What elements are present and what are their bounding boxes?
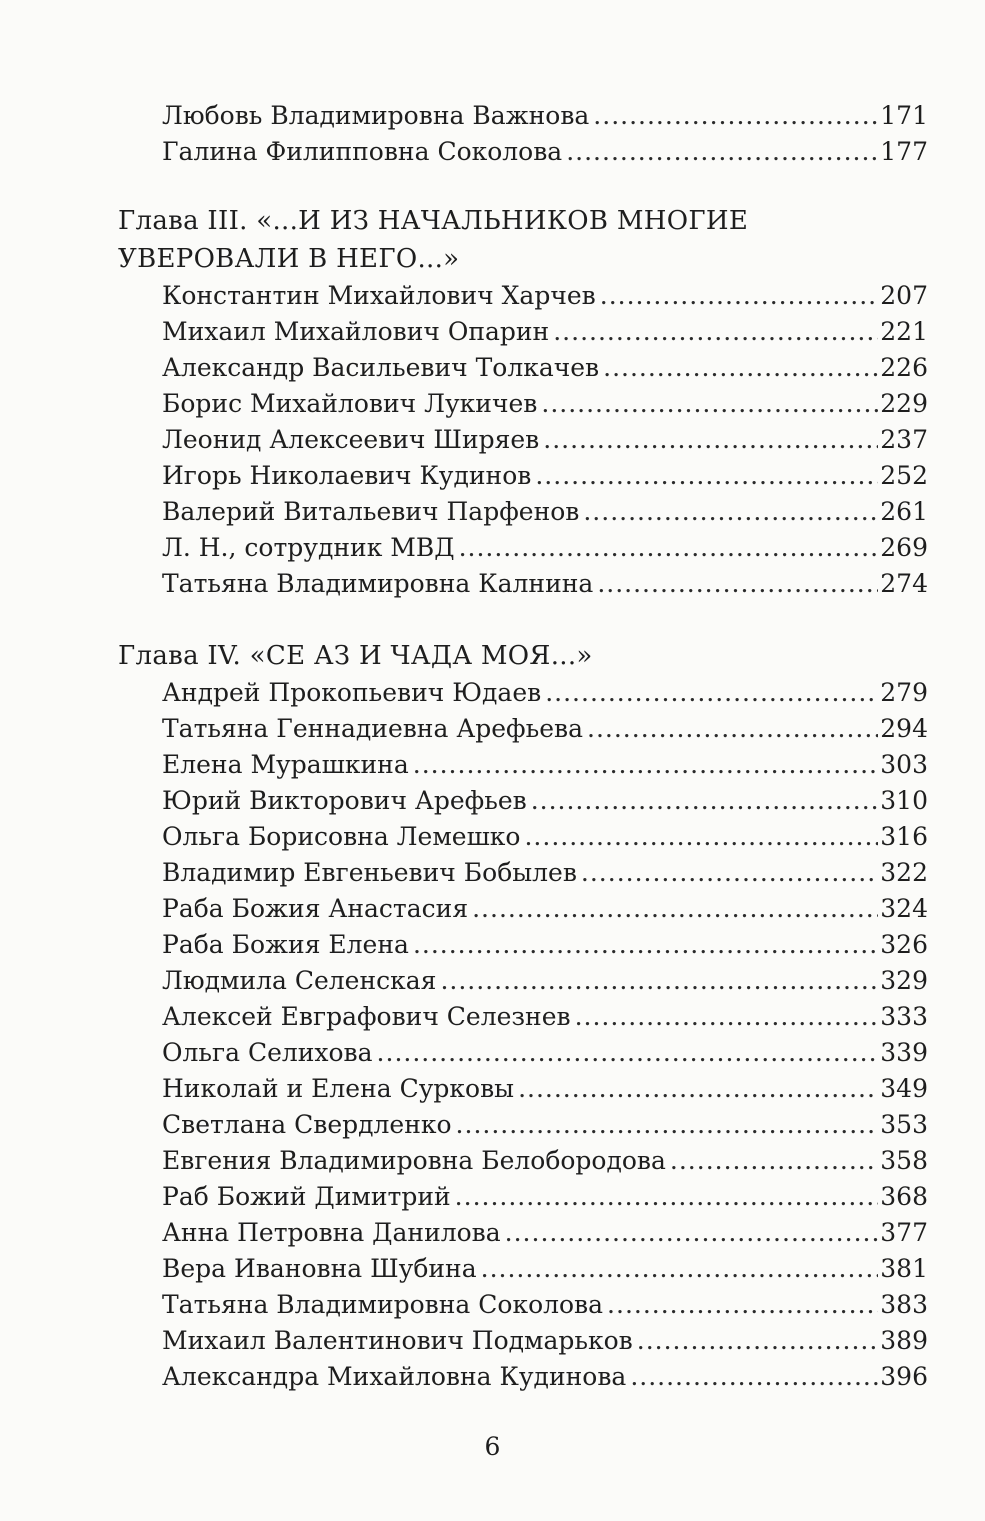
toc-entry xyxy=(162,1179,928,1215)
toc-entry xyxy=(162,747,928,783)
leader-dots xyxy=(531,783,879,819)
entry-page: 316 xyxy=(880,822,928,851)
toc-entry xyxy=(162,350,928,386)
entry-page: 329 xyxy=(880,966,928,995)
toc-entry xyxy=(162,422,928,458)
toc-entry xyxy=(162,530,928,566)
leader-dots xyxy=(553,314,878,350)
entry-page: 171 xyxy=(880,101,928,130)
toc-entry xyxy=(162,278,928,314)
entry-name: Ольга Селихова xyxy=(162,1038,373,1067)
leader-dots xyxy=(545,675,878,711)
toc-entry xyxy=(162,458,928,494)
entry-name: Людмила Селенская xyxy=(162,966,437,995)
leader-dots xyxy=(535,458,878,494)
entry-name: Игорь Николаевич Кудинов xyxy=(162,461,532,490)
entry-name: Вера Ивановна Шубина xyxy=(162,1254,477,1283)
leader-dots xyxy=(472,891,878,927)
entry-name: Анна Петровна Данилова xyxy=(162,1218,501,1247)
entry-name: Борис Михайлович Лукичев xyxy=(162,389,538,418)
leader-dots xyxy=(413,747,879,783)
entry-name: Леонид Алексеевич Ширяев xyxy=(162,425,540,454)
entry-name: Владимир Евгеньевич Бобылев xyxy=(162,858,577,887)
toc-entry xyxy=(162,675,928,711)
leader-dots xyxy=(607,1287,878,1323)
entry-name: Татьяна Владимировна Соколова xyxy=(162,1290,604,1319)
leader-dots xyxy=(581,855,878,891)
leader-dots xyxy=(455,1179,879,1215)
toc-entry xyxy=(162,1287,928,1323)
entry-page: 322 xyxy=(880,858,928,887)
toc-entry xyxy=(162,386,928,422)
leader-dots xyxy=(587,711,878,747)
entry-name: Любовь Владимировна Важнова xyxy=(162,101,590,130)
toc-entry xyxy=(162,819,928,855)
entry-page: 221 xyxy=(880,317,928,346)
entry-page: 229 xyxy=(880,389,928,418)
entry-name: Раба Божия Анастасия xyxy=(162,894,469,923)
entry-name: Алексей Евграфович Селезнев xyxy=(162,1002,571,1031)
entry-name: Раба Божия Елена xyxy=(162,930,409,959)
entry-page: 377 xyxy=(880,1218,928,1247)
entry-page: 339 xyxy=(880,1038,928,1067)
entry-name: Александра Михайловна Кудинова xyxy=(162,1362,627,1391)
entry-name: Елена Мурашкина xyxy=(162,750,409,779)
leader-dots xyxy=(630,1359,878,1395)
leader-dots xyxy=(670,1143,878,1179)
toc-entry xyxy=(162,1107,928,1143)
entry-page: 389 xyxy=(880,1326,928,1355)
leader-dots xyxy=(583,494,878,530)
entry-page: 381 xyxy=(880,1254,928,1283)
entry-name: Раб Божий Димитрий xyxy=(162,1182,451,1211)
leader-dots xyxy=(524,819,878,855)
entry-name: Л. Н., сотрудник МВД xyxy=(162,533,455,562)
leader-dots xyxy=(440,963,878,999)
entry-page: 358 xyxy=(880,1146,928,1175)
toc-entry xyxy=(162,98,928,134)
entry-page: 353 xyxy=(880,1110,928,1139)
entry-page: 207 xyxy=(880,281,928,310)
entry-name: Валерий Витальевич Парфенов xyxy=(162,497,580,526)
toc-entry xyxy=(162,891,928,927)
leader-dots xyxy=(600,278,879,314)
entry-page: 326 xyxy=(880,930,928,959)
entry-page: 333 xyxy=(880,1002,928,1031)
leader-dots xyxy=(413,927,878,963)
toc-entry xyxy=(162,1035,928,1071)
toc-entry xyxy=(162,566,928,602)
leader-dots xyxy=(459,530,879,566)
entry-page: 237 xyxy=(880,425,928,454)
leader-dots xyxy=(637,1323,879,1359)
leader-dots xyxy=(543,422,878,458)
toc-entry xyxy=(162,927,928,963)
entry-page: 252 xyxy=(880,461,928,490)
toc-entry xyxy=(162,134,928,170)
leader-dots xyxy=(456,1107,879,1143)
toc-entry xyxy=(162,494,928,530)
entry-page: 269 xyxy=(880,533,928,562)
leader-dots xyxy=(597,566,878,602)
toc-entry xyxy=(162,855,928,891)
entry-name: Ольга Борисовна Лемешко xyxy=(162,822,521,851)
entry-name: Светлана Свердленко xyxy=(162,1110,452,1139)
entry-name: Михаил Валентинович Подмарьков xyxy=(162,1326,633,1355)
entry-name: Андрей Прокопьевич Юдаев xyxy=(162,678,542,707)
toc-entry xyxy=(162,1071,928,1107)
leader-dots xyxy=(566,134,878,170)
chapter-heading: Глава IV. «СЕ АЗ И ЧАДА МОЯ...» xyxy=(118,641,593,671)
leader-dots xyxy=(505,1215,879,1251)
entry-page: 324 xyxy=(880,894,928,923)
toc-entry xyxy=(162,1215,928,1251)
entry-page: 368 xyxy=(880,1182,928,1211)
toc-entry xyxy=(162,963,928,999)
leader-dots xyxy=(575,999,879,1035)
entry-name: Александр Васильевич Толкачев xyxy=(162,353,600,382)
entry-page: 349 xyxy=(880,1074,928,1103)
entry-page: 274 xyxy=(880,569,928,598)
entry-name: Евгения Владимировна Белобородова xyxy=(162,1146,666,1175)
leader-dots xyxy=(541,386,878,422)
leader-dots xyxy=(377,1035,879,1071)
entry-page: 279 xyxy=(880,678,928,707)
toc-entry xyxy=(162,1359,928,1395)
leader-dots xyxy=(481,1251,879,1287)
entry-name: Михаил Михайлович Опарин xyxy=(162,317,550,346)
toc-entry xyxy=(162,1323,928,1359)
entry-page: 226 xyxy=(880,353,928,382)
entry-page: 261 xyxy=(880,497,928,526)
entry-name: Галина Филипповна Соколова xyxy=(162,137,563,166)
entry-page: 303 xyxy=(880,750,928,779)
toc-entry xyxy=(162,1251,928,1287)
toc-entry xyxy=(162,314,928,350)
toc-entry xyxy=(162,711,928,747)
chapter-heading-continued: УВЕРОВАЛИ В НЕГО...» xyxy=(118,244,460,274)
entry-name: Константин Михайлович Харчев xyxy=(162,281,596,310)
entry-name: Юрий Викторович Арефьев xyxy=(162,786,527,815)
entry-page: 396 xyxy=(880,1362,928,1391)
chapter-heading: Глава III. «...И ИЗ НАЧАЛЬНИКОВ МНОГИЕ xyxy=(118,206,749,236)
page-number: 6 xyxy=(484,1432,501,1461)
entry-page: 177 xyxy=(880,137,928,166)
entry-name: Николай и Елена Сурковы xyxy=(162,1074,515,1103)
toc-entry xyxy=(162,999,928,1035)
entry-page: 383 xyxy=(880,1290,928,1319)
leader-dots xyxy=(518,1071,878,1107)
leader-dots xyxy=(593,98,878,134)
entry-name: Татьяна Геннадиевна Арефьева xyxy=(162,714,584,743)
entry-name: Татьяна Владимировна Калнина xyxy=(162,569,594,598)
toc-entry xyxy=(162,783,928,819)
leader-dots xyxy=(603,350,878,386)
toc-entry xyxy=(162,1143,928,1179)
entry-page: 310 xyxy=(880,786,928,815)
entry-page: 294 xyxy=(880,714,928,743)
